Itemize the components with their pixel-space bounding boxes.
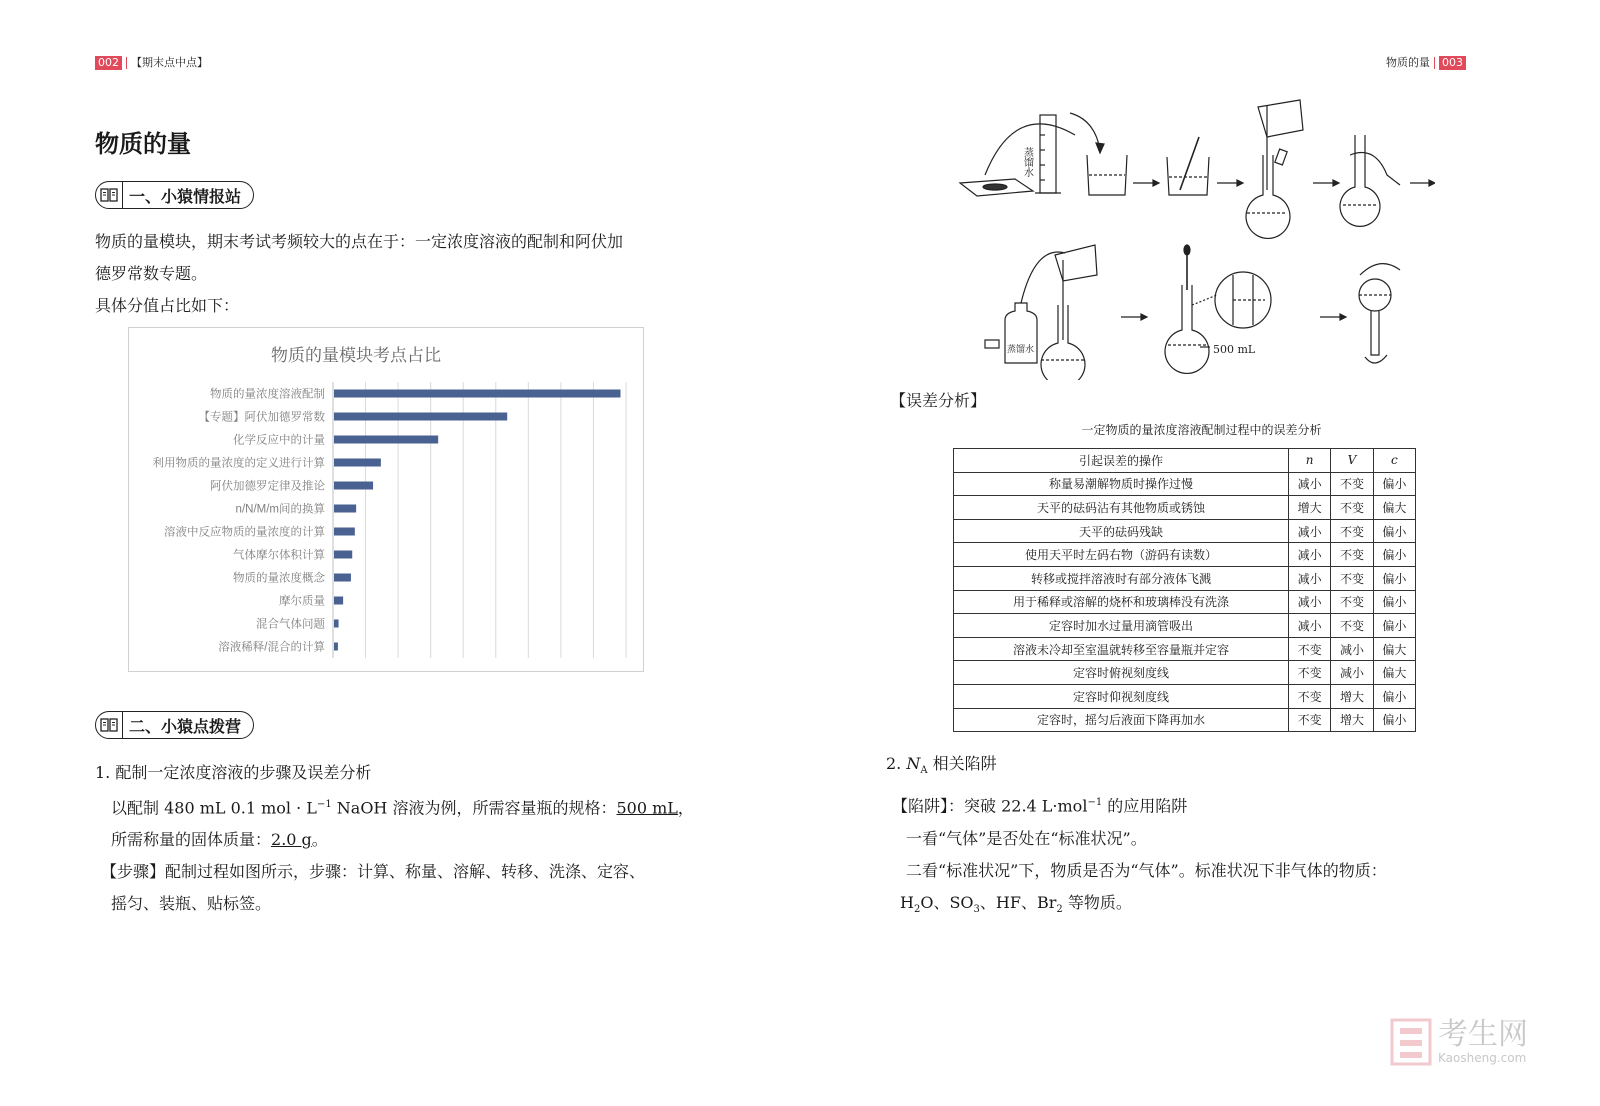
watermark	[1390, 1018, 1528, 1066]
hand	[1365, 355, 1387, 363]
category-label: 物质的量浓度溶液配制	[210, 388, 325, 401]
value-cell: 减小	[1331, 661, 1373, 685]
text-span: 、HF、Br	[979, 892, 1057, 912]
item-2-line-2: 二看“标准状况”下，物质是否为“气体”。标准状况下非气体的物质：	[906, 860, 1387, 880]
category-label: 气体摩尔体积计算	[233, 549, 325, 562]
beaker-with-rod	[1167, 157, 1209, 195]
category-label: 化学反应中的计量	[233, 434, 325, 447]
text-span: 以配制 480 mL 0.1 mol · L	[111, 798, 317, 818]
right-page-number: 003	[1439, 56, 1466, 70]
text-span: 【陷阱】：突破 22.4 L·mol	[892, 796, 1088, 816]
distilled-water-label: 蒸馏水	[1021, 147, 1033, 177]
operation-cell: 定容时加水过量用滴管吸出	[954, 614, 1289, 638]
error-analysis-table	[953, 448, 1416, 732]
item-1-line-2	[95, 824, 715, 856]
operation-cell: 天平的砝码残缺	[954, 519, 1289, 543]
value-cell: 偏大	[1373, 637, 1415, 661]
operation-cell: 定容时仰视刻度线	[954, 684, 1289, 708]
volumetric-flask	[1246, 155, 1290, 238]
text-span: O、SO	[920, 892, 974, 912]
category-label: 溶液稀释/混合的计算	[218, 641, 325, 654]
column-header: n	[1289, 449, 1331, 473]
text-span: 相关陷阱	[927, 754, 997, 773]
item-2-line-3	[886, 887, 1506, 926]
watermark-text: 考生网	[1438, 1017, 1528, 1052]
text-span: ，	[677, 798, 694, 818]
right-header-label: 物质的量	[1386, 56, 1430, 69]
value-cell: 减小	[1289, 472, 1331, 496]
value-cell: 不变	[1331, 543, 1373, 567]
table-row	[954, 614, 1416, 638]
wash-bottle-label: 蒸馏水	[1007, 345, 1035, 355]
watermark-url: Kaosheng.com	[1438, 1051, 1527, 1065]
header-divider	[126, 57, 127, 69]
operation-cell: 定容时俯视刻度线	[954, 661, 1289, 685]
value-cell: 不变	[1331, 566, 1373, 590]
table-row	[954, 519, 1416, 543]
table-header-row	[954, 449, 1416, 473]
left-header-label: 【期末点中点】	[131, 56, 208, 69]
stand-base	[985, 340, 999, 348]
category-label: 物质的量浓度概念	[233, 572, 325, 585]
pour-arrow	[1070, 113, 1100, 150]
value-cell: 减小	[1289, 614, 1331, 638]
left-header	[95, 54, 208, 70]
value-cell: 减小	[1289, 590, 1331, 614]
text-span: NaOH 溶液为例，所需容量瓶的规格：	[331, 798, 617, 818]
table-row	[954, 637, 1416, 661]
item-2-heading	[886, 748, 1506, 787]
value-cell: 不变	[1331, 519, 1373, 543]
item-1-line-4: 摇匀、装瓶、贴标签。	[111, 894, 272, 914]
text-span: 2.	[886, 754, 907, 773]
bar	[334, 574, 351, 582]
chart-title: 物质的量模块考点占比	[271, 346, 441, 365]
category-label: 混合气体问题	[256, 618, 325, 631]
volumetric-flask-500ml	[1165, 285, 1209, 373]
category-label: n/N/M/m间的换算	[235, 503, 325, 516]
chart-container	[128, 327, 644, 672]
value-cell: 不变	[1331, 614, 1373, 638]
table-row	[954, 496, 1416, 520]
value-cell: 增大	[1331, 684, 1373, 708]
item-2	[886, 748, 1506, 926]
value-cell: 偏小	[1373, 590, 1415, 614]
table-row	[954, 708, 1416, 732]
value-cell: 不变	[1331, 472, 1373, 496]
table-row	[954, 543, 1416, 567]
trap-line	[886, 787, 1506, 822]
bar	[334, 459, 381, 467]
operation-cell: 称量易潮解物质时操作过慢	[954, 472, 1289, 496]
table-row	[954, 684, 1416, 708]
value-cell: 增大	[1289, 496, 1331, 520]
page-title: 物质的量	[95, 130, 191, 158]
value-cell: 偏大	[1373, 661, 1415, 685]
bar	[334, 643, 338, 651]
watermark-logo	[1390, 1018, 1432, 1066]
item-1-line-1	[95, 789, 715, 824]
error-analysis-heading: 【误差分析】	[890, 391, 987, 410]
value-cell: 偏小	[1373, 472, 1415, 496]
subscript: A	[920, 765, 928, 777]
value-cell: 不变	[1289, 637, 1331, 661]
bar	[334, 390, 620, 398]
book-icon	[96, 182, 123, 208]
answer-flask-size: 500 mL	[616, 798, 678, 818]
item-1-heading: 1. 配制一定浓度溶液的步骤及误差分析	[95, 763, 372, 782]
value-cell: 减小	[1289, 543, 1331, 567]
item-2-line-1: 一看“气体”是否处在“标准状况”。	[906, 828, 1147, 848]
subscript: 2	[1056, 903, 1063, 915]
bar	[334, 551, 352, 559]
value-cell: 不变	[1289, 661, 1331, 685]
section-2-header	[95, 711, 254, 739]
section-1-header	[95, 181, 254, 209]
bar	[334, 413, 507, 421]
bar	[334, 620, 339, 628]
bar	[334, 597, 343, 605]
value-cell: 不变	[1331, 590, 1373, 614]
operation-cell: 天平的砝码沾有其他物质或锈蚀	[954, 496, 1289, 520]
text-span: 所需称量的固体质量：	[111, 830, 272, 850]
bar	[334, 528, 355, 536]
operation-cell: 转移或搅拌溶液时有部分液体飞溅	[954, 566, 1289, 590]
value-cell: 偏小	[1373, 708, 1415, 732]
category-label: 阿伏加德罗定律及推论	[210, 480, 325, 493]
value-cell: 减小	[1289, 566, 1331, 590]
value-cell: 偏小	[1373, 543, 1415, 567]
glass-rod	[1180, 137, 1199, 190]
bar	[334, 482, 373, 490]
superscript: −1	[1087, 797, 1103, 809]
value-cell: 偏小	[1373, 684, 1415, 708]
subscript: 2	[913, 903, 921, 915]
value-cell: 偏大	[1373, 496, 1415, 520]
category-label: 【专题】阿伏加德罗常数	[198, 411, 325, 424]
text-span: H	[900, 892, 914, 912]
value-cell: 偏小	[1373, 519, 1415, 543]
operation-cell: 溶液未冷却至室温就转移至容量瓶并定容	[954, 637, 1289, 661]
right-header	[1386, 54, 1466, 70]
column-header: c	[1373, 449, 1415, 473]
bar-chart	[129, 328, 643, 671]
flask-volume-label: 500 mL	[1213, 343, 1256, 356]
intro-line-2: 德罗常数专题。	[95, 264, 208, 283]
left-page-number: 002	[95, 56, 122, 70]
answer-mass: 2.0 g	[271, 830, 312, 850]
value-cell: 不变	[1289, 684, 1331, 708]
value-cell: 增大	[1331, 708, 1373, 732]
category-label: 利用物质的量浓度的定义进行计算	[152, 457, 325, 470]
value-cell: 不变	[1289, 708, 1331, 732]
category-label: 溶液中反应物质的量浓度的计算	[164, 526, 325, 539]
operation-cell: 用于稀释或溶解的烧杯和玻璃棒没有洗涤	[954, 590, 1289, 614]
superscript: −1	[316, 799, 332, 810]
item-1-line-3: 【步骤】配制过程如图所示，步骤：计算、称量、溶解、转移、洗涤、定容、	[101, 862, 646, 882]
table-row	[954, 566, 1416, 590]
section-2-label: 二、小猿点拨营	[129, 716, 242, 736]
header-divider	[1434, 57, 1435, 69]
text-span: N	[906, 754, 921, 773]
item-1	[95, 757, 715, 920]
column-header: V	[1331, 449, 1373, 473]
table-caption: 一定物质的量浓度溶液配制过程中的误差分析	[1081, 423, 1322, 437]
solution-preparation-diagram	[955, 95, 1435, 380]
book-icon	[96, 712, 123, 738]
value-cell: 偏小	[1373, 614, 1415, 638]
operation-cell: 使用天平时左码右物（游码有读数）	[954, 543, 1289, 567]
hand	[1350, 153, 1400, 186]
bar	[334, 505, 356, 513]
table-row	[954, 661, 1416, 685]
intro-line-3: 具体分值占比如下：	[95, 296, 240, 315]
section-1-label: 一、小猿情报站	[129, 186, 242, 206]
pouring-beaker	[1055, 245, 1097, 281]
text-span: 等物质。	[1062, 892, 1132, 912]
swirling-flask	[1340, 135, 1380, 226]
text-span: 。	[311, 830, 328, 850]
value-cell: 不变	[1331, 496, 1373, 520]
table-row	[954, 472, 1416, 496]
hand	[1360, 264, 1400, 275]
subscript: 3	[973, 903, 980, 915]
value-cell: 偏小	[1373, 566, 1415, 590]
solid-sample	[983, 184, 1007, 190]
value-cell: 减小	[1331, 637, 1373, 661]
intro-text	[95, 226, 695, 322]
text-span: 的应用陷阱	[1102, 796, 1188, 816]
intro-line-1: 物质的量模块，期末考试考频较大的点在于：一定浓度溶液的配制和阿伏加	[95, 232, 624, 251]
operation-cell: 定容时，摇匀后液面下降再加水	[954, 708, 1289, 732]
table-row	[954, 590, 1416, 614]
value-cell: 减小	[1289, 519, 1331, 543]
category-label: 摩尔质量	[279, 595, 325, 608]
wash-bottle-tube	[1021, 252, 1065, 303]
bar	[334, 436, 438, 444]
graduated-cylinder	[1040, 115, 1056, 193]
column-header: 引起误差的操作	[954, 449, 1289, 473]
pouring-beaker	[1258, 100, 1303, 137]
